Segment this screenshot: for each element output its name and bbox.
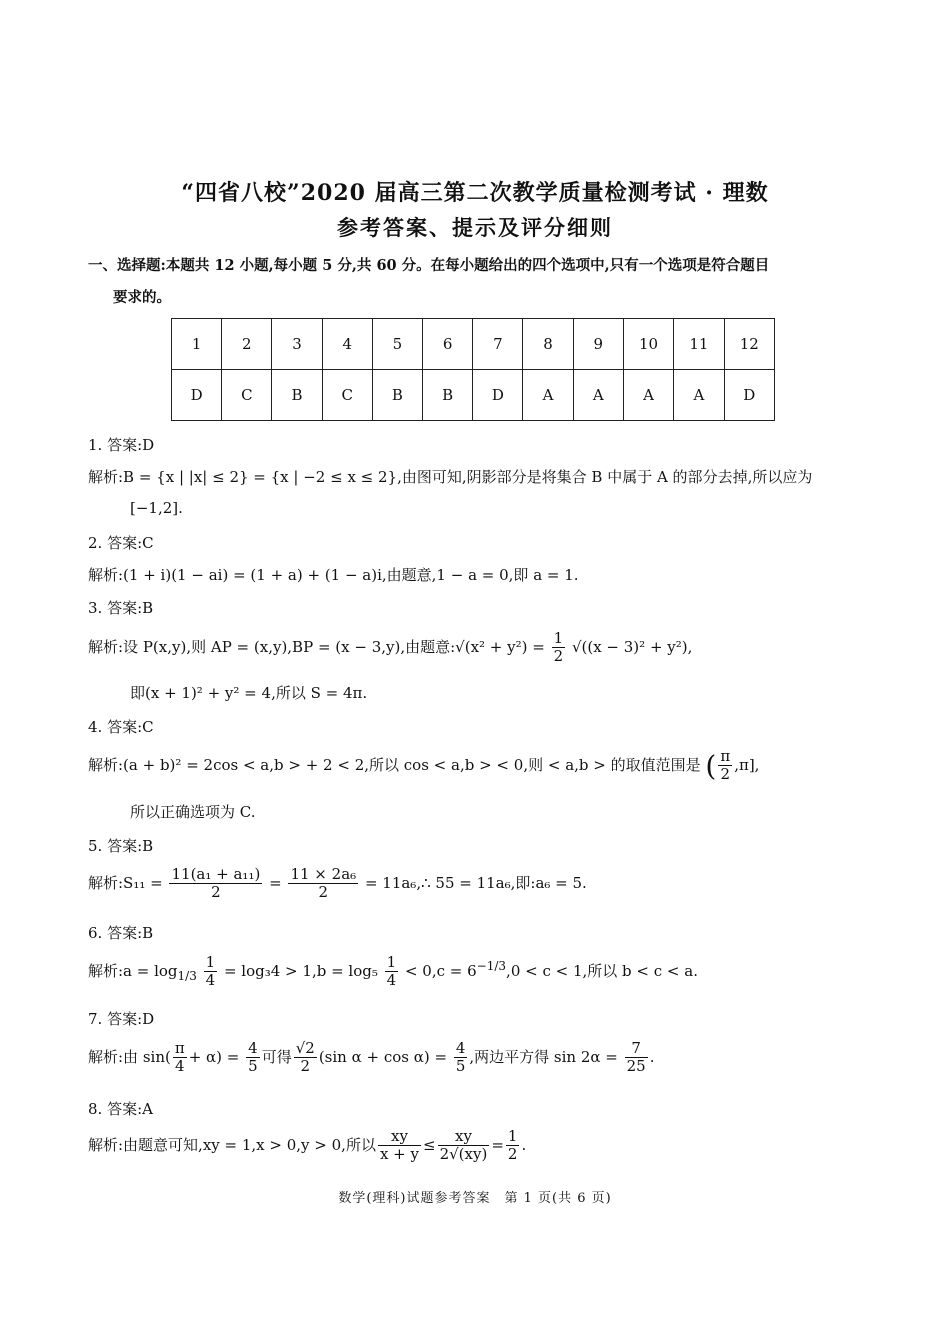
q-answer: A xyxy=(523,370,573,421)
explanation-text: 解析:设 P(x,y),则 AP = (x,y),BP = (x − 3,y),由题意:√(x² + y²) = xyxy=(88,637,545,656)
explanation-text: = 11a₆,∴ 55 = 11a₆,即:a₆ = 5. xyxy=(364,873,587,892)
section-heading: 一、选择题:本题共 12 小题,每小题 5 分,共 60 分。在每小题给出的四个选项中,只有一个选项是符合题目 xyxy=(88,257,770,274)
q-number: 11 xyxy=(674,319,724,370)
answer-label: 4. 答案:C xyxy=(88,718,154,736)
fraction: $\frac{4}{5}$ xyxy=(248,1039,258,1076)
answer-label: 1. 答案:D xyxy=(88,436,155,454)
explanation-text: < 0,c = 6 xyxy=(404,961,477,980)
fraction: $\frac{7}{25}$ xyxy=(626,1039,646,1076)
q-answer: B xyxy=(272,370,322,421)
fraction: $\frac{1}{4}$ xyxy=(205,953,216,990)
answer-label: 3. 答案:B xyxy=(88,599,154,617)
log-base: 1/3 xyxy=(177,968,197,983)
q-number: 2 xyxy=(222,319,272,370)
explanation-cont: 所以正确选项为 C. xyxy=(130,803,256,821)
q-number: 8 xyxy=(523,319,573,370)
answer-label: 8. 答案:A xyxy=(88,1100,153,1118)
explanation-text: ,两边平方得 sin 2α = xyxy=(469,1047,618,1066)
fraction: $\frac{4}{5}$ xyxy=(455,1039,466,1076)
explanation-text: = log₃4 > 1,b = log₅ xyxy=(223,961,378,980)
explanation-text: 解析:a = log xyxy=(88,961,178,980)
answer-table xyxy=(171,318,775,421)
q-answer: B xyxy=(423,370,473,421)
explanation-text: , xyxy=(754,755,760,774)
explanation-text: 解析:(a + b)² = 2cos < a,b > + 2 < 2,所以 cos < a,b > < 0,则 < a,b > 的取值范围是 xyxy=(88,755,701,774)
q-number: 1 xyxy=(172,319,222,370)
doc-title: “四省八校”2020 届高三第二次教学质量检测考试 · 理数 xyxy=(181,180,769,206)
page-footer: 数学(理科)试题参考答案 第 1 页(共 6 页) xyxy=(338,1191,612,1206)
fraction: $\frac{1}{2}$ xyxy=(553,629,564,666)
fraction: $\frac{1}{2}$ xyxy=(507,1127,518,1164)
answer-label: 7. 答案:D xyxy=(88,1010,155,1028)
doc-subtitle: 参考答案、提示及评分细则 xyxy=(337,215,613,240)
q-answer: D xyxy=(473,370,523,421)
explanation xyxy=(88,866,587,902)
q-number: 6 xyxy=(423,319,473,370)
explanation-text: = xyxy=(491,1135,504,1154)
explanation xyxy=(88,1040,655,1076)
explanation: 解析:(1 + i)(1 − ai) = (1 + a) + (1 − a)i,由题意,1 − a = 0,即 a = 1. xyxy=(88,566,579,584)
q-number: 10 xyxy=(623,319,673,370)
paren-left: ( xyxy=(705,749,717,783)
explanation xyxy=(88,748,759,784)
fraction: $\frac{\text{11 × 2a₆}}{2}$ xyxy=(290,865,357,902)
fraction: $\frac{\pi}{2}$ xyxy=(720,747,731,784)
explanation-text: + α) = xyxy=(188,1047,240,1066)
q-number: 3 xyxy=(272,319,322,370)
section-heading-cont: 要求的。 xyxy=(113,289,171,306)
explanation-cont: [−1,2]. xyxy=(130,499,183,517)
exponent: −1/3 xyxy=(476,958,507,973)
explanation-text: √((x − 3)² + y²), xyxy=(571,637,693,656)
fraction: $\frac{xy}{2√(xy)}$ xyxy=(439,1127,488,1164)
q-answer: B xyxy=(372,370,422,421)
q-answer: C xyxy=(222,370,272,421)
explanation xyxy=(88,954,698,990)
explanation-text: 可得 xyxy=(261,1047,292,1066)
fraction: $\frac{xy}{x + y}$ xyxy=(379,1127,419,1164)
explanation-text: . xyxy=(521,1135,527,1154)
q-answer: C xyxy=(322,370,372,421)
q-number: 12 xyxy=(724,319,774,370)
q-number: 7 xyxy=(473,319,523,370)
fraction: $\frac{\text{11(a₁ + a₁₁)}}{2}$ xyxy=(171,865,261,902)
q-number: 4 xyxy=(322,319,372,370)
explanation-text: 解析:由题意可知,xy = 1,x > 0,y > 0,所以 xyxy=(88,1135,376,1154)
explanation-text: ,0 < c < 1,所以 b < c < a. xyxy=(506,961,698,980)
explanation-cont: 即(x + 1)² + y² = 4,所以 S = 4π. xyxy=(130,684,368,702)
q-answer: A xyxy=(623,370,673,421)
answer-table-number-row xyxy=(172,319,775,370)
q-number: 5 xyxy=(372,319,422,370)
fraction: $\frac{√2}{2}$ xyxy=(295,1039,315,1076)
explanation: 解析:B = {x | |x| ≤ 2} = {x | −2 ≤ x ≤ 2},由图可知,阴影部分是将集合 B 中属于 A 的部分去掉,所以应为 xyxy=(88,468,813,486)
answer-table-answer-row xyxy=(172,370,775,421)
fraction: $\frac{\pi}{4}$ xyxy=(174,1039,185,1076)
explanation-text: ,π] xyxy=(734,755,755,774)
q-answer: D xyxy=(172,370,222,421)
explanation-text: ≤ xyxy=(423,1135,436,1154)
explanation-text: 解析:由 sin( xyxy=(88,1047,171,1066)
explanation-text: (sin α + cos α) = xyxy=(318,1047,448,1066)
answer-label: 5. 答案:B xyxy=(88,837,154,855)
q-number: 9 xyxy=(573,319,623,370)
explanation-text: = xyxy=(269,873,282,892)
explanation-text: . xyxy=(649,1047,655,1066)
explanation xyxy=(88,1128,526,1164)
q-answer: A xyxy=(674,370,724,421)
q-answer: A xyxy=(573,370,623,421)
explanation xyxy=(88,630,692,666)
answer-label: 2. 答案:C xyxy=(88,534,154,552)
q-answer: D xyxy=(724,370,774,421)
explanation-text: 解析:S₁₁ = xyxy=(88,873,163,892)
answer-label: 6. 答案:B xyxy=(88,924,154,942)
fraction: $\frac{1}{4}$ xyxy=(386,953,397,990)
